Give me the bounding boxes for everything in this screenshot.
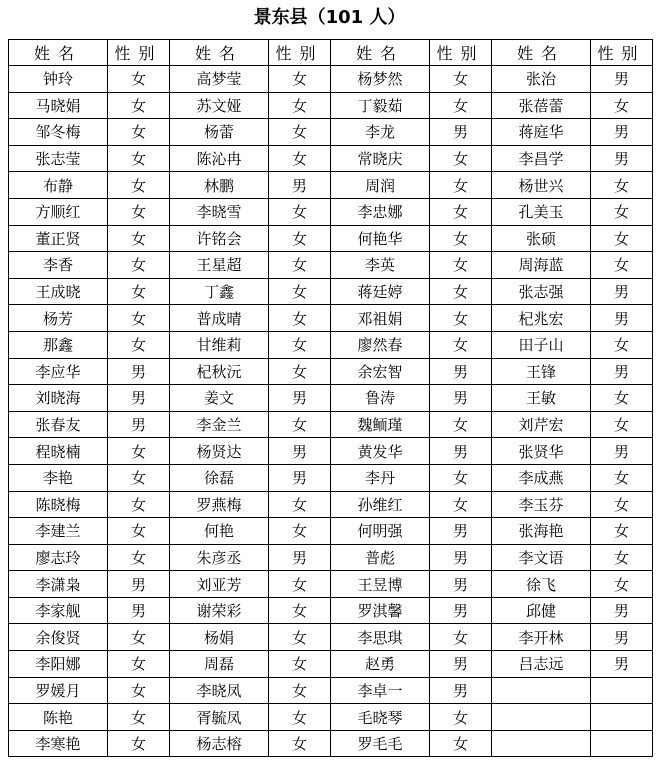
gender-cell: 女 bbox=[591, 331, 653, 358]
table-row bbox=[9, 651, 653, 678]
gender-cell: 女 bbox=[108, 92, 170, 119]
name-cell: 杨志榕 bbox=[170, 730, 269, 757]
header-gender: 性别 bbox=[430, 40, 492, 66]
table-row bbox=[9, 119, 653, 146]
name-cell: 杨贤达 bbox=[170, 438, 269, 465]
gender-cell: 男 bbox=[591, 651, 653, 678]
name-cell: 李玉芬 bbox=[492, 491, 591, 518]
name-cell: 何艳 bbox=[170, 518, 269, 545]
gender-cell: 女 bbox=[269, 571, 331, 598]
gender-cell: 女 bbox=[269, 730, 331, 757]
gender-cell: 男 bbox=[108, 571, 170, 598]
name-cell: 张海艳 bbox=[492, 518, 591, 545]
gender-cell: 男 bbox=[430, 677, 492, 704]
name-cell: 王成晓 bbox=[9, 278, 108, 305]
name-cell: 李开林 bbox=[492, 624, 591, 651]
name-cell: 孙维红 bbox=[331, 491, 430, 518]
gender-cell bbox=[591, 677, 653, 704]
name-cell: 张志莹 bbox=[9, 145, 108, 172]
gender-cell: 女 bbox=[269, 597, 331, 624]
table-row bbox=[9, 597, 653, 624]
name-cell: 李成燕 bbox=[492, 464, 591, 491]
name-cell: 杨蕾 bbox=[170, 119, 269, 146]
gender-cell: 女 bbox=[269, 518, 331, 545]
gender-cell: 女 bbox=[269, 252, 331, 279]
table-row bbox=[9, 438, 653, 465]
name-cell: 吕志远 bbox=[492, 651, 591, 678]
gender-cell: 女 bbox=[591, 252, 653, 279]
name-cell: 余俊贤 bbox=[9, 624, 108, 651]
gender-cell: 女 bbox=[591, 225, 653, 252]
gender-cell: 男 bbox=[591, 358, 653, 385]
gender-cell: 女 bbox=[108, 331, 170, 358]
name-cell: 普彪 bbox=[331, 544, 430, 571]
name-cell: 杞兆宏 bbox=[492, 305, 591, 332]
name-cell bbox=[492, 704, 591, 731]
name-cell: 丁鑫 bbox=[170, 278, 269, 305]
gender-cell: 女 bbox=[430, 704, 492, 731]
name-cell: 孔美玉 bbox=[492, 198, 591, 225]
name-cell: 李忠娜 bbox=[331, 198, 430, 225]
name-cell: 鲁涛 bbox=[331, 385, 430, 412]
table-row bbox=[9, 66, 653, 93]
gender-cell: 男 bbox=[591, 597, 653, 624]
name-cell: 李思琪 bbox=[331, 624, 430, 651]
table-row bbox=[9, 571, 653, 598]
name-cell: 马晓娟 bbox=[9, 92, 108, 119]
name-cell: 邱健 bbox=[492, 597, 591, 624]
table-row bbox=[9, 491, 653, 518]
gender-cell: 男 bbox=[430, 571, 492, 598]
name-cell: 杨世兴 bbox=[492, 172, 591, 199]
gender-cell: 女 bbox=[430, 411, 492, 438]
gender-cell: 女 bbox=[591, 491, 653, 518]
gender-cell: 女 bbox=[269, 358, 331, 385]
table-row bbox=[9, 198, 653, 225]
name-cell: 李金兰 bbox=[170, 411, 269, 438]
name-cell: 周海蓝 bbox=[492, 252, 591, 279]
name-cell: 王敏 bbox=[492, 385, 591, 412]
name-cell: 徐飞 bbox=[492, 571, 591, 598]
name-cell: 余宏智 bbox=[331, 358, 430, 385]
name-cell: 李寒艳 bbox=[9, 730, 108, 757]
gender-cell bbox=[591, 730, 653, 757]
table-row bbox=[9, 305, 653, 332]
name-cell: 李应华 bbox=[9, 358, 108, 385]
name-cell: 张治 bbox=[492, 66, 591, 93]
gender-cell: 男 bbox=[108, 597, 170, 624]
gender-cell: 女 bbox=[108, 305, 170, 332]
gender-cell: 男 bbox=[430, 119, 492, 146]
name-cell: 廖然春 bbox=[331, 331, 430, 358]
name-cell: 蒋廷婷 bbox=[331, 278, 430, 305]
header-name: 姓名 bbox=[331, 40, 430, 66]
gender-cell: 男 bbox=[430, 438, 492, 465]
name-cell bbox=[492, 730, 591, 757]
name-cell: 那鑫 bbox=[9, 331, 108, 358]
name-cell: 李英 bbox=[331, 252, 430, 279]
gender-cell: 男 bbox=[591, 66, 653, 93]
table-row bbox=[9, 464, 653, 491]
table-row bbox=[9, 358, 653, 385]
gender-cell: 男 bbox=[108, 385, 170, 412]
gender-cell: 男 bbox=[430, 358, 492, 385]
name-cell: 李卓一 bbox=[331, 677, 430, 704]
name-cell: 李龙 bbox=[331, 119, 430, 146]
header-gender: 性别 bbox=[108, 40, 170, 66]
gender-cell: 女 bbox=[430, 145, 492, 172]
gender-cell: 女 bbox=[430, 624, 492, 651]
gender-cell: 男 bbox=[269, 544, 331, 571]
name-cell: 丁毅茹 bbox=[331, 92, 430, 119]
gender-cell: 女 bbox=[430, 92, 492, 119]
name-cell: 常晓庆 bbox=[331, 145, 430, 172]
table-row bbox=[9, 278, 653, 305]
gender-cell: 女 bbox=[269, 624, 331, 651]
gender-cell: 女 bbox=[108, 119, 170, 146]
gender-cell: 男 bbox=[591, 624, 653, 651]
header-gender: 性别 bbox=[269, 40, 331, 66]
gender-cell: 女 bbox=[430, 278, 492, 305]
gender-cell: 男 bbox=[591, 145, 653, 172]
name-cell: 周润 bbox=[331, 172, 430, 199]
gender-cell: 女 bbox=[591, 172, 653, 199]
gender-cell: 男 bbox=[430, 385, 492, 412]
gender-cell: 女 bbox=[591, 385, 653, 412]
name-cell: 朱彦丞 bbox=[170, 544, 269, 571]
name-cell: 罗毛毛 bbox=[331, 730, 430, 757]
gender-cell: 女 bbox=[430, 172, 492, 199]
gender-cell: 女 bbox=[108, 544, 170, 571]
gender-cell: 女 bbox=[269, 305, 331, 332]
page-title: 景东县（101 人） bbox=[253, 7, 406, 28]
gender-cell: 男 bbox=[591, 278, 653, 305]
name-cell: 钟玲 bbox=[9, 66, 108, 93]
gender-cell bbox=[591, 704, 653, 731]
name-cell: 李潇枭 bbox=[9, 571, 108, 598]
table-row bbox=[9, 544, 653, 571]
name-cell: 徐磊 bbox=[170, 464, 269, 491]
gender-cell: 女 bbox=[269, 145, 331, 172]
gender-cell: 女 bbox=[269, 651, 331, 678]
name-cell: 甘维莉 bbox=[170, 331, 269, 358]
name-cell: 刘芹宏 bbox=[492, 411, 591, 438]
gender-cell: 男 bbox=[430, 544, 492, 571]
name-cell: 谢荣彩 bbox=[170, 597, 269, 624]
name-cell: 苏文娅 bbox=[170, 92, 269, 119]
header-gender: 性别 bbox=[591, 40, 653, 66]
table-row bbox=[9, 677, 653, 704]
name-cell: 张硕 bbox=[492, 225, 591, 252]
gender-cell: 女 bbox=[269, 704, 331, 731]
name-cell: 胥毓凤 bbox=[170, 704, 269, 731]
name-cell: 周磊 bbox=[170, 651, 269, 678]
name-cell: 李香 bbox=[9, 252, 108, 279]
gender-cell: 女 bbox=[108, 278, 170, 305]
gender-cell: 女 bbox=[430, 198, 492, 225]
gender-cell: 男 bbox=[269, 438, 331, 465]
name-cell: 李家舰 bbox=[9, 597, 108, 624]
gender-cell: 女 bbox=[269, 278, 331, 305]
table-row bbox=[9, 225, 653, 252]
name-cell bbox=[492, 677, 591, 704]
name-cell: 何艳华 bbox=[331, 225, 430, 252]
table-row bbox=[9, 92, 653, 119]
name-cell: 刘亚芳 bbox=[170, 571, 269, 598]
gender-cell: 男 bbox=[591, 438, 653, 465]
gender-cell: 女 bbox=[269, 92, 331, 119]
table-row bbox=[9, 518, 653, 545]
name-cell: 杨娟 bbox=[170, 624, 269, 651]
name-cell: 姜文 bbox=[170, 385, 269, 412]
table-row bbox=[9, 252, 653, 279]
gender-cell: 男 bbox=[430, 597, 492, 624]
gender-cell: 女 bbox=[108, 651, 170, 678]
gender-cell: 女 bbox=[108, 225, 170, 252]
gender-cell: 女 bbox=[269, 491, 331, 518]
name-cell: 刘晓海 bbox=[9, 385, 108, 412]
name-cell: 毛晓琴 bbox=[331, 704, 430, 731]
gender-cell: 女 bbox=[591, 411, 653, 438]
name-cell: 王昱博 bbox=[331, 571, 430, 598]
name-cell: 黄发华 bbox=[331, 438, 430, 465]
gender-cell: 女 bbox=[430, 252, 492, 279]
name-cell: 张春友 bbox=[9, 411, 108, 438]
gender-cell: 女 bbox=[591, 198, 653, 225]
gender-cell: 女 bbox=[108, 172, 170, 199]
name-cell: 何明强 bbox=[331, 518, 430, 545]
gender-cell: 男 bbox=[430, 518, 492, 545]
gender-cell: 女 bbox=[591, 571, 653, 598]
name-cell: 普成晴 bbox=[170, 305, 269, 332]
gender-cell: 男 bbox=[108, 411, 170, 438]
gender-cell: 女 bbox=[430, 464, 492, 491]
table-row bbox=[9, 704, 653, 731]
gender-cell: 女 bbox=[108, 145, 170, 172]
name-cell: 蒋庭华 bbox=[492, 119, 591, 146]
name-cell: 李文语 bbox=[492, 544, 591, 571]
gender-cell: 女 bbox=[108, 704, 170, 731]
name-cell: 陈艳 bbox=[9, 704, 108, 731]
name-cell: 罗燕梅 bbox=[170, 491, 269, 518]
gender-cell: 女 bbox=[108, 730, 170, 757]
table-row bbox=[9, 411, 653, 438]
name-cell: 王星超 bbox=[170, 252, 269, 279]
gender-cell: 女 bbox=[269, 331, 331, 358]
gender-cell: 女 bbox=[108, 252, 170, 279]
name-cell: 邹冬梅 bbox=[9, 119, 108, 146]
gender-cell: 女 bbox=[108, 198, 170, 225]
name-cell: 杞秋沅 bbox=[170, 358, 269, 385]
name-cell: 李建兰 bbox=[9, 518, 108, 545]
table-row bbox=[9, 385, 653, 412]
name-cell: 邓祖娟 bbox=[331, 305, 430, 332]
gender-cell: 女 bbox=[108, 464, 170, 491]
table-row bbox=[9, 624, 653, 651]
gender-cell: 女 bbox=[108, 518, 170, 545]
gender-cell: 男 bbox=[591, 119, 653, 146]
name-cell: 李阳娜 bbox=[9, 651, 108, 678]
name-cell: 王锋 bbox=[492, 358, 591, 385]
name-cell: 董正贤 bbox=[9, 225, 108, 252]
name-cell: 李昌学 bbox=[492, 145, 591, 172]
gender-cell: 女 bbox=[591, 464, 653, 491]
name-cell: 张贤华 bbox=[492, 438, 591, 465]
gender-cell: 女 bbox=[269, 677, 331, 704]
name-cell: 许铭会 bbox=[170, 225, 269, 252]
gender-cell: 女 bbox=[591, 518, 653, 545]
gender-cell: 女 bbox=[430, 225, 492, 252]
name-cell: 高梦莹 bbox=[170, 66, 269, 93]
gender-cell: 男 bbox=[430, 651, 492, 678]
gender-cell: 女 bbox=[591, 544, 653, 571]
gender-cell: 女 bbox=[108, 491, 170, 518]
name-cell: 李丹 bbox=[331, 464, 430, 491]
name-cell: 李晓凤 bbox=[170, 677, 269, 704]
gender-cell: 男 bbox=[269, 172, 331, 199]
name-cell: 罗淇馨 bbox=[331, 597, 430, 624]
header-name: 姓名 bbox=[492, 40, 591, 66]
name-cell: 程晓楠 bbox=[9, 438, 108, 465]
name-cell: 廖志玲 bbox=[9, 544, 108, 571]
name-cell: 陈晓梅 bbox=[9, 491, 108, 518]
name-cell: 方顺红 bbox=[9, 198, 108, 225]
gender-cell: 女 bbox=[591, 92, 653, 119]
gender-cell: 女 bbox=[430, 331, 492, 358]
name-cell: 陈沁冉 bbox=[170, 145, 269, 172]
gender-cell: 女 bbox=[108, 66, 170, 93]
gender-cell: 女 bbox=[269, 225, 331, 252]
gender-cell: 男 bbox=[108, 358, 170, 385]
header-name: 姓名 bbox=[9, 40, 108, 66]
gender-cell: 女 bbox=[108, 438, 170, 465]
gender-cell: 男 bbox=[269, 464, 331, 491]
name-cell: 林鹏 bbox=[170, 172, 269, 199]
gender-cell: 女 bbox=[108, 624, 170, 651]
table-body bbox=[9, 66, 653, 757]
gender-cell: 女 bbox=[430, 66, 492, 93]
name-cell: 罗媛月 bbox=[9, 677, 108, 704]
name-cell: 张蓓蕾 bbox=[492, 92, 591, 119]
gender-cell: 女 bbox=[269, 198, 331, 225]
name-cell: 布静 bbox=[9, 172, 108, 199]
name-cell: 魏鲕瑾 bbox=[331, 411, 430, 438]
gender-cell: 女 bbox=[269, 411, 331, 438]
table-row bbox=[9, 145, 653, 172]
name-cell: 杨梦然 bbox=[331, 66, 430, 93]
name-cell: 田子山 bbox=[492, 331, 591, 358]
name-cell: 李艳 bbox=[9, 464, 108, 491]
gender-cell: 女 bbox=[430, 491, 492, 518]
gender-cell: 女 bbox=[430, 730, 492, 757]
gender-cell: 男 bbox=[591, 305, 653, 332]
header-name: 姓名 bbox=[170, 40, 269, 66]
gender-cell: 男 bbox=[269, 385, 331, 412]
table-row bbox=[9, 331, 653, 358]
name-cell: 赵勇 bbox=[331, 651, 430, 678]
name-cell: 张志强 bbox=[492, 278, 591, 305]
table-row bbox=[9, 730, 653, 757]
name-cell: 李晓雪 bbox=[170, 198, 269, 225]
gender-cell: 女 bbox=[269, 66, 331, 93]
roster-table bbox=[8, 39, 653, 757]
name-cell: 杨芳 bbox=[9, 305, 108, 332]
gender-cell: 女 bbox=[269, 119, 331, 146]
table-row bbox=[9, 172, 653, 199]
gender-cell: 女 bbox=[430, 305, 492, 332]
gender-cell: 女 bbox=[108, 677, 170, 704]
table-header-row bbox=[9, 40, 653, 66]
